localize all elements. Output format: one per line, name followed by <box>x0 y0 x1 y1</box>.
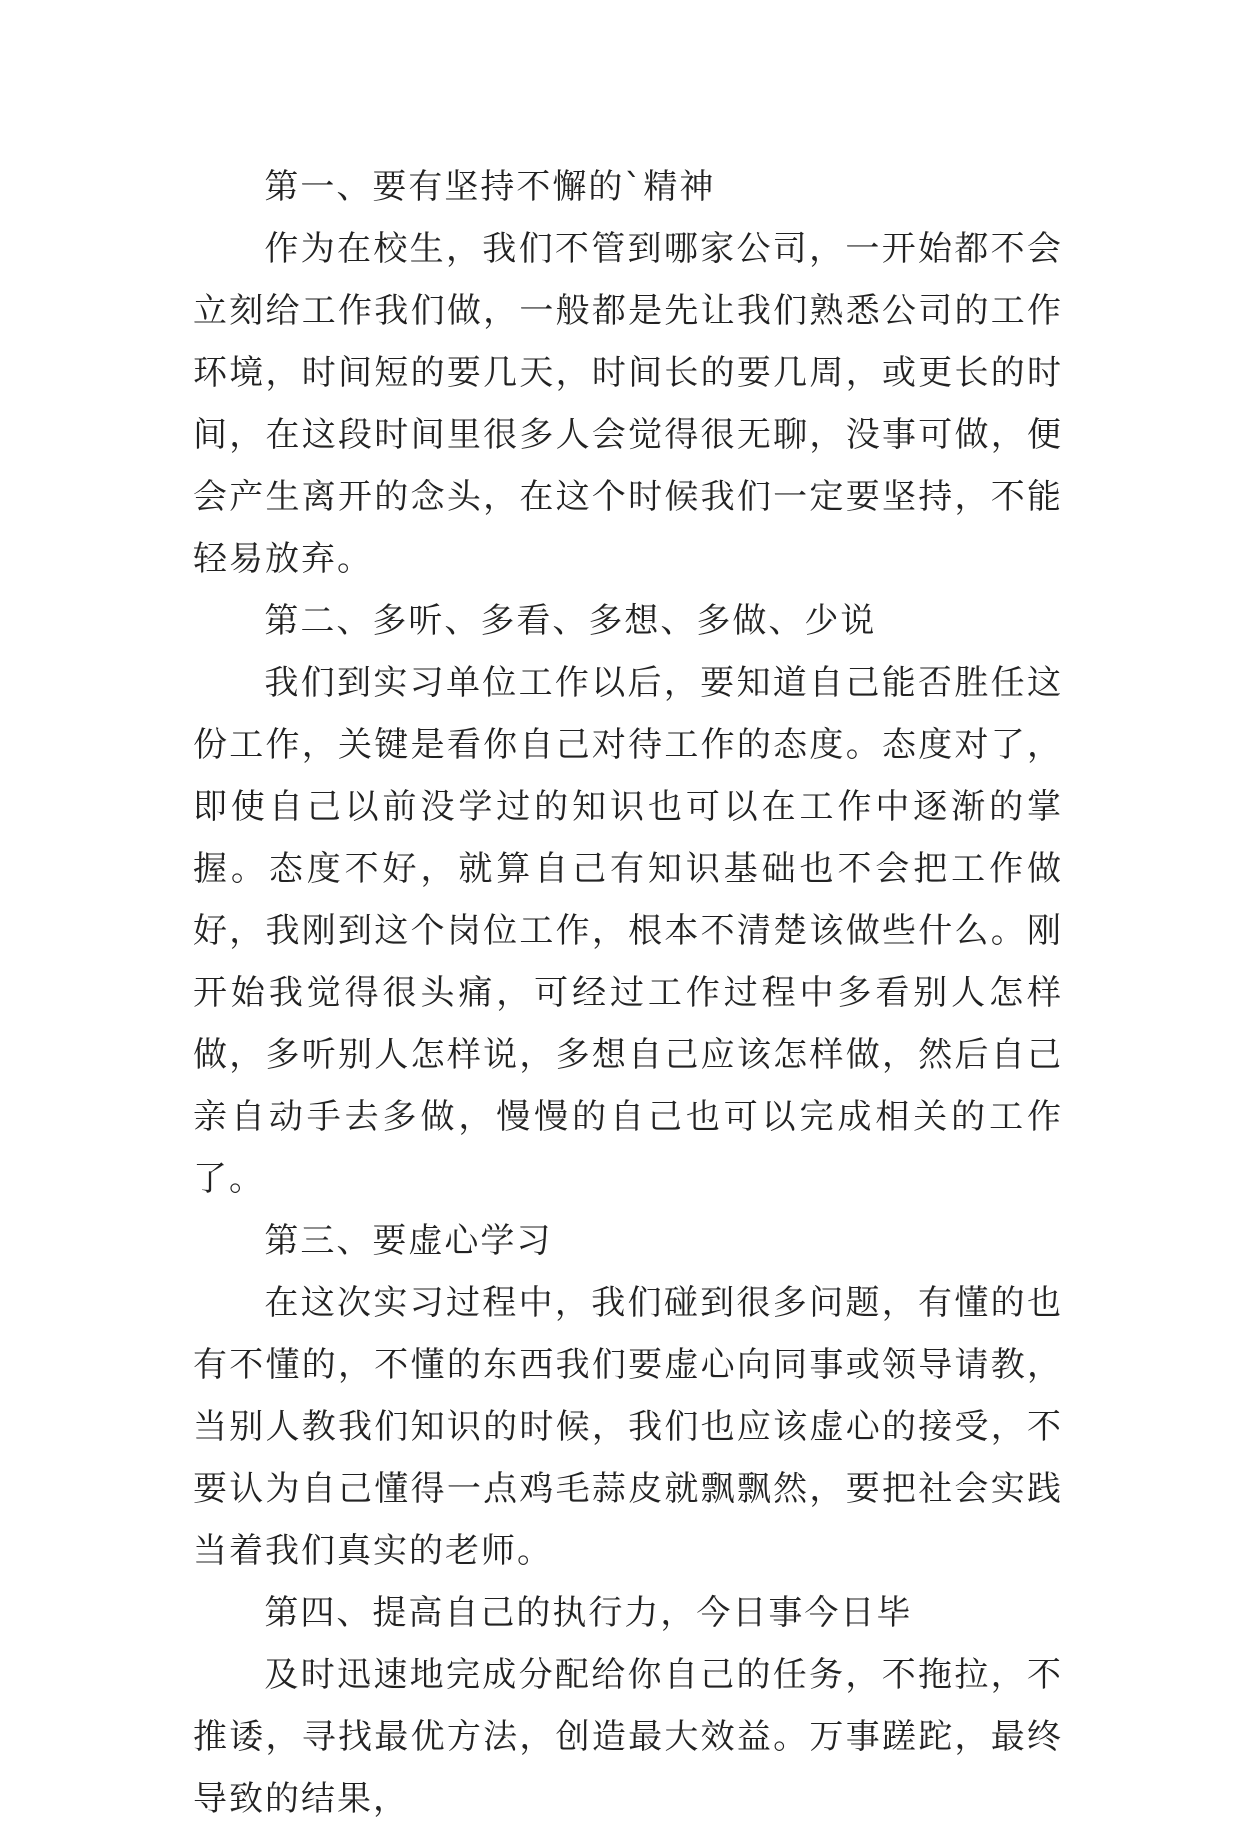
paragraph-2: 我们到实习单位工作以后，要知道自己能否胜任这份工作，关键是看你自己对待工作的态度。态度对了，即使自己以前没学过的知识也可以在工作中逐渐的掌握。态度不好，就算自己有知识基础也不会把工作做好，我刚到这个岗位工作，根本不清楚该做些什么。刚开始我觉得很头痛，可经过工作过程中多看别人怎样做，多听别人怎样说，多想自己应该怎样做，然后自己亲自动手去多做，慢慢的自己也可以完成相关的工作了。 <box>193 663 1063 1199</box>
section-heading-1: 第一、要有坚持不懈的`精神 <box>264 167 716 207</box>
paragraph-1: 作为在校生，我们不管到哪家公司，一开始都不会立刻给工作我们做，一般都是先让我们熟悉公司的工作环境，时间短的要几天，时间长的要几周，或更长的时间，在这段时间里很多人会觉得很无聊，没事可做，便会产生离开的念头，在这个时候我们一定要坚持，不能轻易放弃。 <box>193 229 1063 579</box>
document-body <box>193 156 1063 1830</box>
paragraph-4: 及时迅速地完成分配给你自己的任务，不拖拉，不推诿，寻找最优方法，创造最大效益。万事蹉跎，最终导致的结果， <box>193 1655 1063 1819</box>
paragraph-3: 在这次实习过程中，我们碰到很多问题，有懂的也有不懂的，不懂的东西我们要虚心向同事或领导请教，当别人教我们知识的时候，我们也应该虚心的接受，不要认为自己懂得一点鸡毛蒜皮就飘飘然，要把社会实践当着我们真实的老师。 <box>193 1283 1063 1571</box>
section-heading-4: 第四、提高自己的执行力，今日事今日毕 <box>264 1593 913 1633</box>
section-heading-3: 第三、要虚心学习 <box>264 1221 553 1261</box>
section-heading-2: 第二、多听、多看、多想、多做、少说 <box>264 601 877 641</box>
